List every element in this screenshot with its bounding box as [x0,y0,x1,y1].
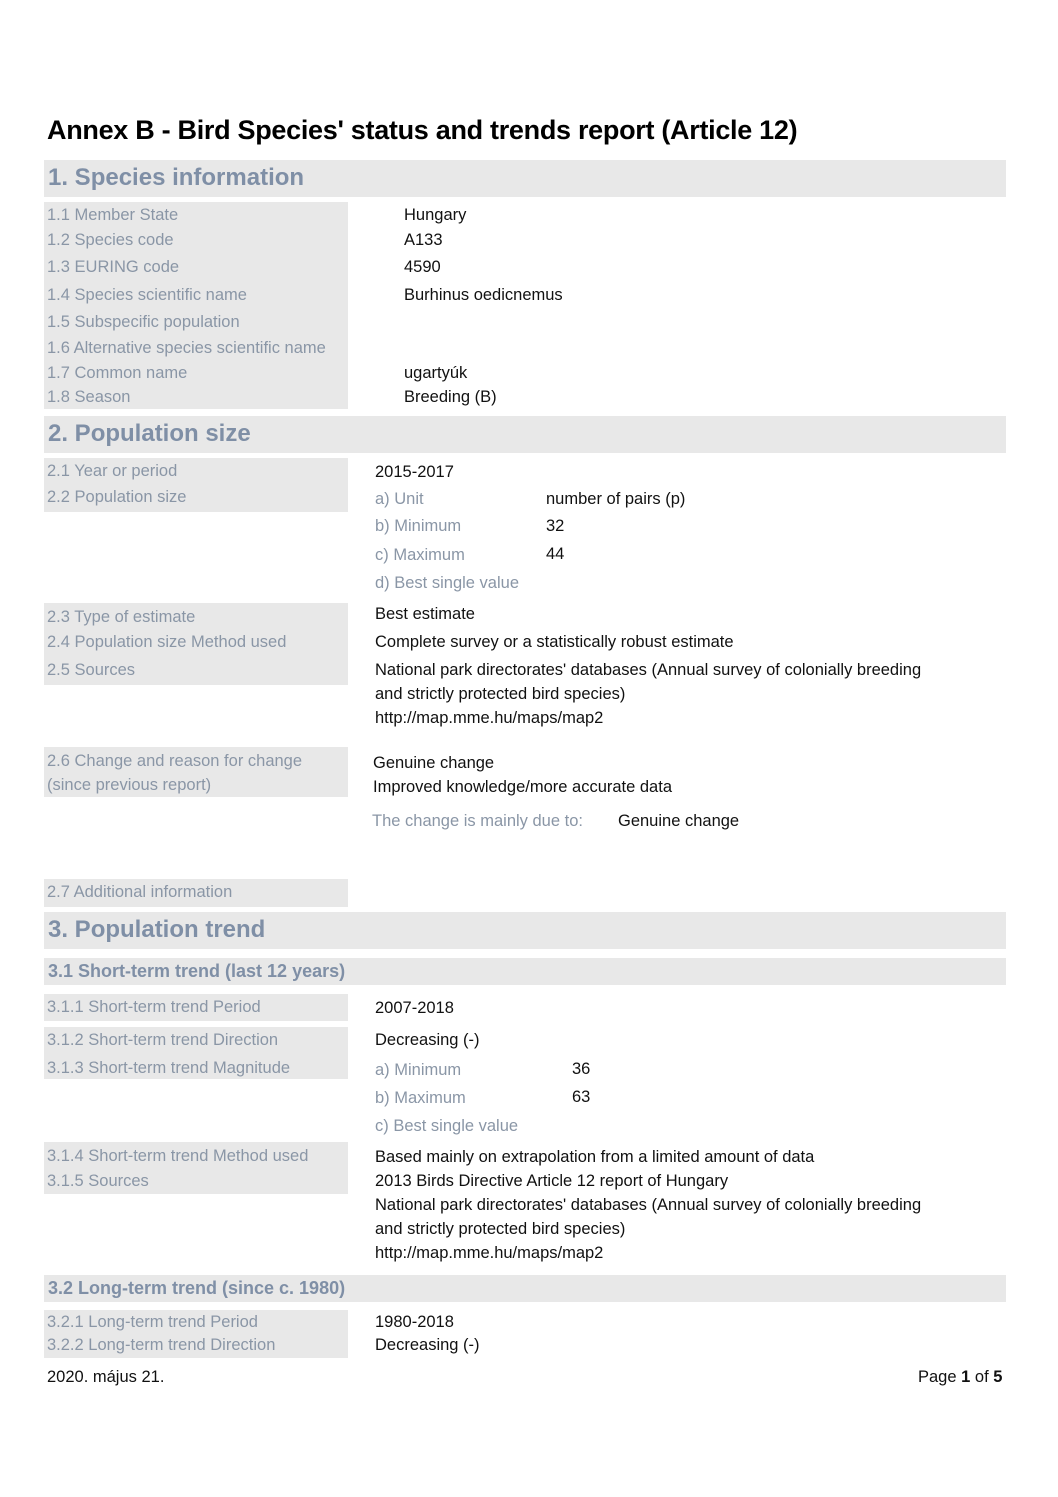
subsection-heading: 3.2 Long-term trend (since c. 1980) [48,1278,346,1298]
subsection-long-term-trend [44,1275,1006,1302]
value-maximum: 44 [546,545,565,563]
value-change-reason: Improved knowledge/more accurate data [373,778,672,796]
value-short-term-period: 2007-2018 [375,999,454,1017]
value-type-of-estimate: Best estimate [375,605,475,623]
sublabel-magnitude-maximum: b) Maximum [375,1089,466,1107]
section-population-size [44,416,1006,453]
value-short-term-method: Based mainly on extrapolation from a limited amount of data [375,1148,815,1166]
label-short-term-period: 3.1.1 Short-term trend Period [47,998,261,1016]
section-heading: 1. Species information [48,164,305,191]
value-year-period: 2015-2017 [375,463,454,481]
subsection-short-term-trend [44,958,1006,985]
sublabel-magnitude-minimum: a) Minimum [375,1061,462,1079]
label-type-of-estimate: 2.3 Type of estimate [47,608,196,626]
page-prefix: Page [918,1368,962,1386]
value-unit: number of pairs (p) [546,490,686,508]
sublabel-maximum: c) Maximum [375,546,465,564]
value-short-term-sources-line: National park directorates' databases (Annual survey of colonially breeding [375,1196,922,1214]
label-alternative-name: 1.6 Alternative species scientific name [47,339,326,357]
page-total: 5 [993,1368,1003,1386]
label-season: 1.8 Season [47,388,131,406]
label-change-reason-cont: (since previous report) [47,776,212,794]
label-member-state: 1.1 Member State [47,206,179,224]
label-short-term-magnitude: 3.1.3 Short-term trend Magnitude [47,1059,291,1077]
label-method-used: 2.4 Population size Method used [47,633,287,651]
label-species-code: 1.2 Species code [47,231,174,249]
value-sources-line: National park directorates' databases (Annual survey of colonially breeding [375,661,922,679]
label-change-due: The change is mainly due to: [372,812,583,830]
section-heading: 3. Population trend [48,916,266,943]
value-change: Genuine change [373,754,495,772]
label-long-term-period: 3.2.1 Long-term trend Period [47,1313,258,1331]
value-member-state: Hungary [404,206,467,224]
value-euring-code: 4590 [404,258,441,276]
value-magnitude-minimum: 36 [572,1060,591,1078]
value-long-term-direction: Decreasing (-) [375,1336,480,1354]
page-title: Annex B - Bird Species' status and trends report (Article 12) [47,115,798,145]
value-short-term-direction: Decreasing (-) [375,1031,480,1049]
label-long-term-direction: 3.2.2 Long-term trend Direction [47,1336,276,1354]
label-sources: 2.5 Sources [47,661,136,679]
label-change-reason: 2.6 Change and reason for change [47,752,303,770]
value-sources-line: and strictly protected bird species) [375,685,626,703]
value-season: Breeding (B) [404,388,497,406]
value-scientific-name: Burhinus oedicnemus [404,286,563,304]
label-subspecific-population: 1.5 Subspecific population [47,313,240,331]
subsection-heading: 3.1 Short-term trend (last 12 years) [48,961,346,981]
label-scientific-name: 1.4 Species scientific name [47,286,247,304]
footer-page-number [918,1368,1002,1387]
section-species-information [44,160,1006,197]
footer-date: 2020. május 21. [47,1368,165,1386]
label-population-size: 2.2 Population size [47,488,187,506]
sublabel-best-single-value: d) Best single value [375,574,519,592]
value-minimum: 32 [546,517,565,535]
section-heading: 2. Population size [48,420,251,447]
value-common-name: ugartyúk [404,364,468,382]
value-short-term-sources-link: http://map.mme.hu/maps/map2 [375,1244,604,1262]
value-magnitude-maximum: 63 [572,1088,591,1106]
value-change-due: Genuine change [618,812,740,830]
label-euring-code: 1.3 EURING code [47,258,180,276]
value-short-term-sources-line: and strictly protected bird species) [375,1220,626,1238]
label-year-period: 2.1 Year or period [47,462,178,480]
sublabel-unit: a) Unit [375,490,424,508]
value-method-used: Complete survey or a statistically robust estimate [375,633,734,651]
label-short-term-method: 3.1.4 Short-term trend Method used [47,1147,309,1165]
value-sources-link: http://map.mme.hu/maps/map2 [375,709,604,727]
label-short-term-direction: 3.1.2 Short-term trend Direction [47,1031,279,1049]
value-short-term-sources-line: 2013 Birds Directive Article 12 report of Hungary [375,1172,729,1190]
label-additional-information: 2.7 Additional information [47,883,233,901]
page-of: of [970,1368,994,1386]
value-species-code: A133 [404,231,443,249]
value-long-term-period: 1980-2018 [375,1313,454,1331]
sublabel-magnitude-best: c) Best single value [375,1117,519,1135]
page-current: 1 [961,1368,971,1386]
sublabel-minimum: b) Minimum [375,517,462,535]
label-short-term-sources: 3.1.5 Sources [47,1172,149,1190]
label-common-name: 1.7 Common name [47,364,188,382]
section-population-trend [44,912,1006,949]
